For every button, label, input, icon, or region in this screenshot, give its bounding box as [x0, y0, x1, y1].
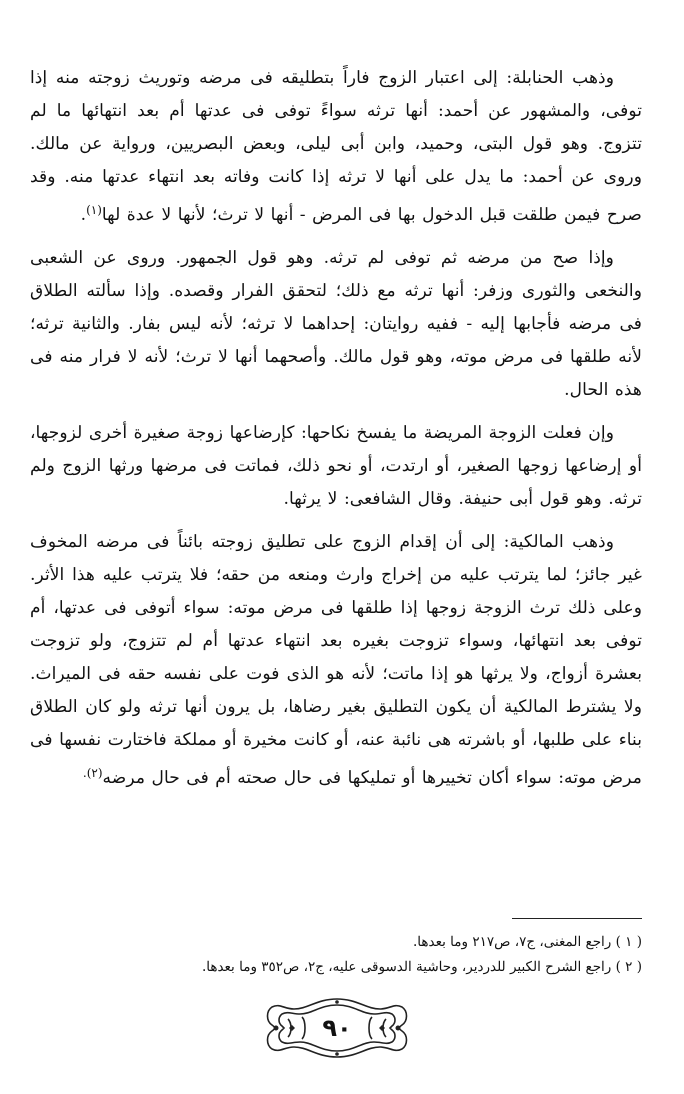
- footnote-1: ( ١ ) راجع المغنى، ج٧، ص٢١٧ وما بعدها.: [413, 934, 642, 950]
- paragraph-wife-illness: [30, 417, 642, 516]
- footnote-2: ( ٢ ) راجع الشرح الكبير للدردير، وحاشية الدسوقى عليه، ج٢، ص٣٥٢ وما بعدها.: [201, 959, 642, 975]
- footnotes: [42, 930, 642, 980]
- paragraph-text: وإن فعلت الزوجة المريضة ما يفسخ نكاحها: كإرضاعها زوجة صغيرة أخرى لزوجها، أو إرضاعها زوجها الصغير، أو ارتدت، أو نحو ذلك، فماتت فى مرضها ورثها الزوج ولم ترثه. وهو قول أبى حنيفة. وقال الشافعى: لا يرثها.: [30, 423, 642, 509]
- page-number: ٩٠: [322, 1014, 352, 1042]
- footnote-ref-1: (١): [86, 203, 102, 217]
- paragraph-malikiyya: [30, 526, 642, 795]
- body-text: [30, 62, 642, 805]
- paragraph-text: وذهب المالكية: إلى أن إقدام الزوج على تطليق زوجته بائناً فى مرضه المخوف غير جائز؛ لما يترتب عليه من إخراج وارث ومنعه من حقه؛ فلا يترتب عليه هذا الأثر. وعلى ذلك ترث الزوجة زوجها إذا طلقها فى مرض موته: سواء أتوفى فى عدتها، أم توفى بعد انتهائها، وسواء تزوجت بغيره بعد انتهاء عدتها أم لم تتزوج، ولو تزوجت بعشرة أزواج، ولا يرثها هو إذا ماتت؛ لأنه هو الذى فوت على نفسه حقه فى الميراث. ولا يشترط المالكية أن يكون التطليق بغير رضاها، بل يرون أنها ترثه ولو كان الطلاق بناء على طلبها، أو باشرته هى نائبة عنه، أو كانت مخيرة أو مملكة فاختارت نفسها فى مرض موته: سواء أكان تخييرها أو تمليكها فى حال صحته أم فى حال مرضه: [30, 532, 642, 788]
- paragraph-text: وإذا صح من مرضه ثم توفى لم ترثه. وهو قول الجمهور. وروى عن الشعبى والنخعى والثورى وزفر: أنها ترثه مع ذلك؛ لتحقق الفرار وقصده. وإذا سألته الطلاق فى مرضه فأجابها إليه - ففيه روايتان: إحداهما لا ترثه؛ لأنه ليس بفار. والثانية ترثه؛ لأنه طلقها فى مرض موته، وهو قول مالك. وأصحهما أنها لا ترث؛ لأنه لا فرار منه فى هذه الحال.: [30, 248, 642, 400]
- footnote-ref-2: (٢).: [82, 766, 103, 780]
- paragraph-hanabila: وذهب الحنابلة: إلى اعتبار الزوج فاراً بتطليقه فى مرضه وتوريث زوجته منه إذا توفى، والمشهور عن أحمد: أنها ترثه سواءً توفى فى عدتها أم بعد انتهائها ما لم تتزوج. وهو قول البتى، وحميد، وابن أبى ليلى، وبعض البصريين، ورواية عن مالك. وروى عن أحمد: ما يدل على أنها لا ترثه إذا كانت وفاته بعد انتهاء عدتها منه. وقد صرح فيمن طلقت قبل الدخول بها فى المرض - أنها لا ترث؛ لأنها لا عدة لها$^{(١)}$.: [30, 68, 642, 225]
- paragraph-text: وذهب الحنابلة: إلى اعتبار الزوج فاراً بتطليقه فى مرضه وتوريث زوجته منه إذا توفى، والمشهور عن أحمد: أنها ترثه سواءً توفى فى عدتها أم بعد انتهائها ما لم تتزوج. وهو قول البتى، وحميد، وابن أبى ليلى، وبعض البصريين، ورواية عن مالك. وروى عن أحمد: ما يدل على أنها لا ترثه إذا كانت وفاته بعد انتهاء عدتها منه. وقد صرح فيمن طلقت قبل الدخول بها فى المرض - أنها لا ترث؛ لأنها لا عدة لها: [30, 68, 642, 225]
- footnote-divider: [512, 918, 642, 919]
- paragraph-recovery: [30, 242, 642, 407]
- page-number-frame: [262, 995, 412, 1061]
